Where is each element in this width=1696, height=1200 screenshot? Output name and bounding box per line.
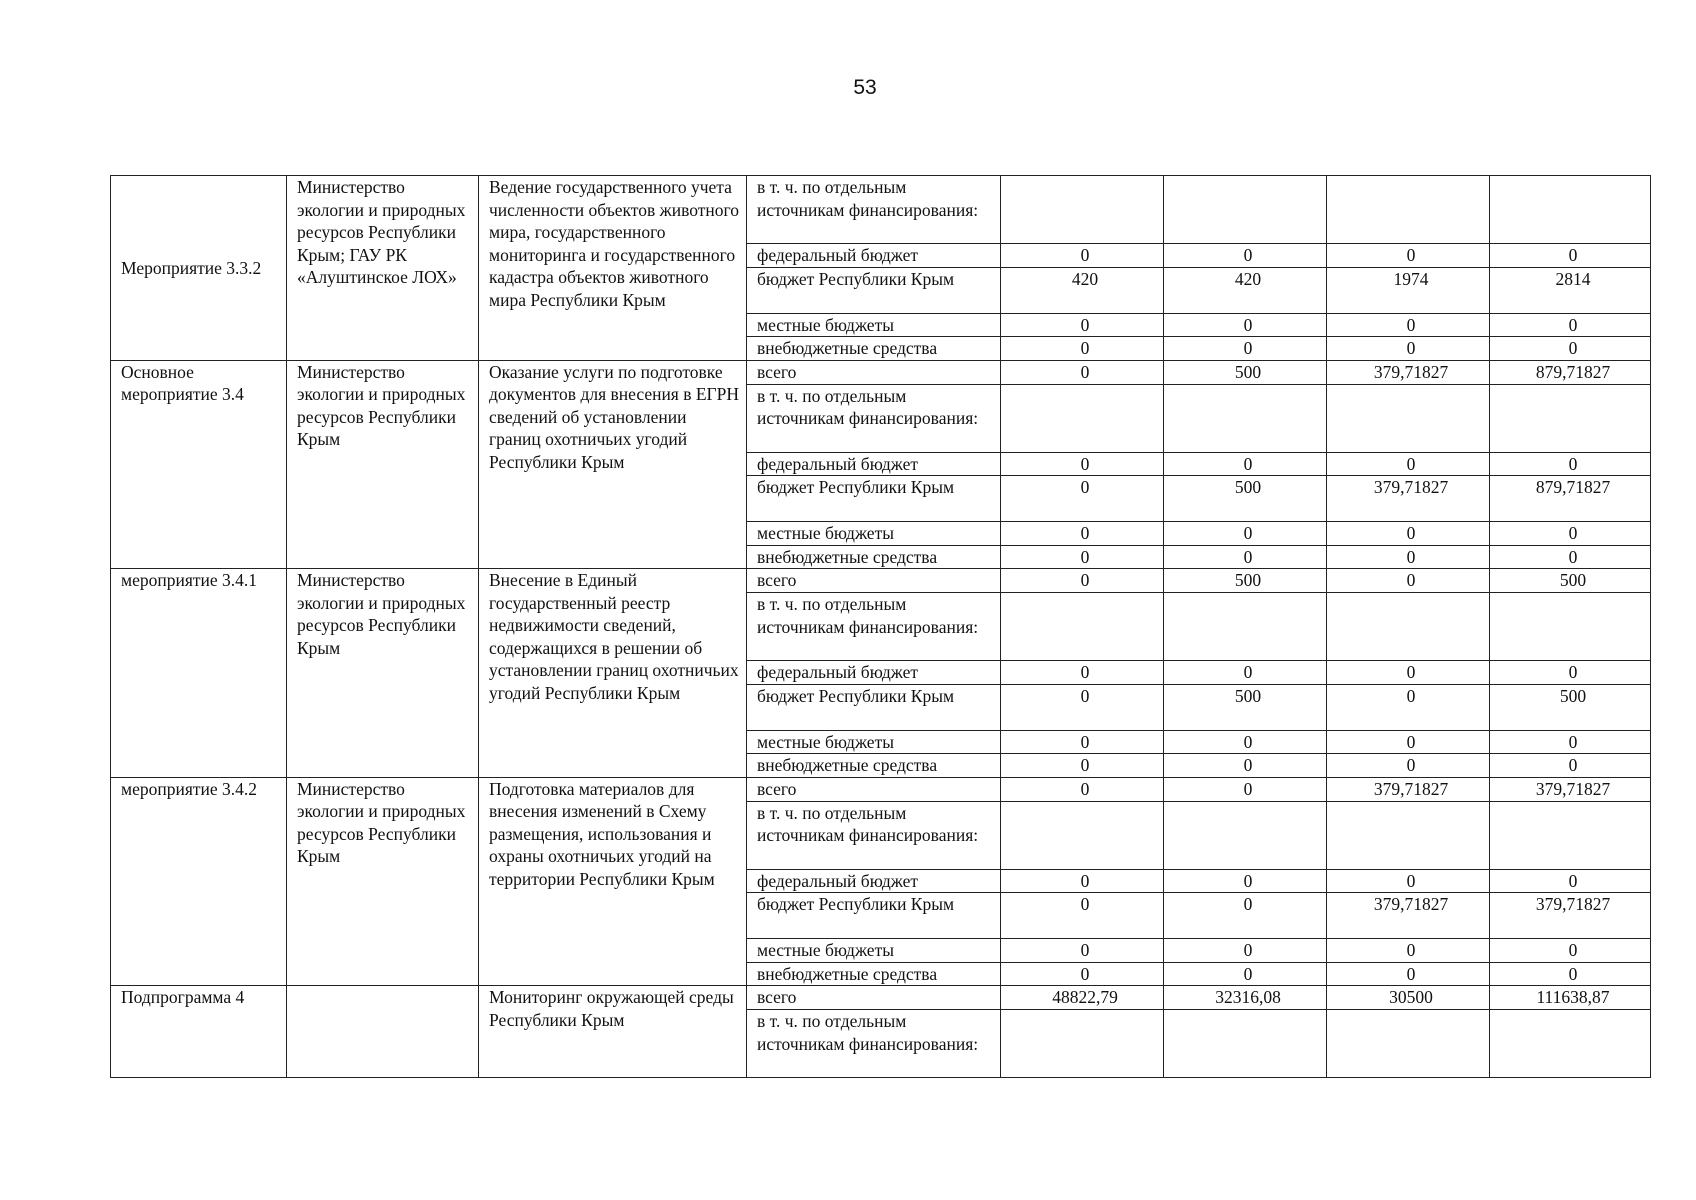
table-row [111,360,1651,384]
amount-cell: 0 [1327,962,1490,986]
amount-cell: 0 [1164,244,1327,268]
funding-source: бюджет Республики Крым [747,893,1001,939]
amount-cell [1327,176,1490,244]
amount-cell [1164,1010,1327,1078]
row-title: Основное мероприятие 3.4 [111,360,287,569]
funding-source: в т. ч. по отдельным источникам финансирования: [747,593,1001,661]
funding-source: всего [747,986,1001,1010]
row-executor: Министерство экологии и природных ресурсов Республики Крым [287,777,479,986]
amount-cell: 500 [1164,360,1327,384]
amount-cell [1164,593,1327,661]
row-description: Ведение государственного учета численности объектов животного мира, государственного мониторинга и государственного кадастра объектов животного мира Республики Крым [479,176,747,361]
amount-cell: 0 [1001,869,1164,893]
amount-cell: 0 [1001,754,1164,778]
page-number: 53 [853,76,877,99]
amount-cell: 879,71827 [1490,476,1651,522]
funding-source: местные бюджеты [747,522,1001,546]
amount-cell: 0 [1001,313,1164,337]
table-row [111,176,1651,244]
amount-cell [1001,593,1164,661]
amount-cell: 379,71827 [1327,476,1490,522]
row-description: Мониторинг окружающей среды Республики Крым [479,986,747,1078]
amount-cell: 0 [1490,545,1651,569]
amount-cell: 0 [1001,939,1164,963]
amount-cell: 2814 [1490,267,1651,313]
row-executor: Министерство экологии и природных ресурсов Республики Крым; ГАУ РК «Алуштинское ЛОХ» [287,176,479,361]
amount-cell: 500 [1164,476,1327,522]
amount-cell [1164,384,1327,452]
row-title: мероприятие 3.4.2 [111,777,287,986]
amount-cell [1001,384,1164,452]
amount-cell: 0 [1490,730,1651,754]
amount-cell: 0 [1001,661,1164,685]
funding-source: в т. ч. по отдельным источникам финансирования: [747,384,1001,452]
amount-cell [1490,384,1651,452]
amount-cell: 0 [1327,661,1490,685]
amount-cell: 0 [1327,244,1490,268]
amount-cell: 379,71827 [1327,360,1490,384]
amount-cell: 0 [1327,313,1490,337]
amount-cell: 0 [1164,754,1327,778]
amount-cell [1164,801,1327,869]
amount-cell: 0 [1001,337,1164,361]
amount-cell: 0 [1327,569,1490,593]
funding-source: внебюджетные средства [747,545,1001,569]
amount-cell: 420 [1001,267,1164,313]
funding-source: федеральный бюджет [747,869,1001,893]
amount-cell: 0 [1001,962,1164,986]
amount-cell [1001,801,1164,869]
row-executor [287,986,479,1078]
funding-source: бюджет Республики Крым [747,684,1001,730]
funding-source: всего [747,569,1001,593]
amount-cell: 0 [1490,939,1651,963]
amount-cell: 111638,87 [1490,986,1651,1010]
row-executor: Министерство экологии и природных ресурсов Республики Крым [287,569,479,778]
amount-cell: 0 [1164,452,1327,476]
amount-cell [1327,593,1490,661]
amount-cell [1001,176,1164,244]
funding-source: всего [747,360,1001,384]
amount-cell [1164,176,1327,244]
amount-cell: 48822,79 [1001,986,1164,1010]
amount-cell: 0 [1490,452,1651,476]
amount-cell: 0 [1327,545,1490,569]
amount-cell: 500 [1164,684,1327,730]
funding-source: всего [747,777,1001,801]
row-description: Подготовка материалов для внесения изменений в Схему размещения, использования и охраны охотничьих угодий на территории Республики Крым [479,777,747,986]
row-description: Внесение в Единый государственный реестр недвижимости сведений, содержащихся в решении об установлении границ охотничьих угодий Республики Крым [479,569,747,778]
funding-source: бюджет Республики Крым [747,267,1001,313]
amount-cell [1490,801,1651,869]
amount-cell: 0 [1327,337,1490,361]
amount-cell: 0 [1164,545,1327,569]
amount-cell: 0 [1001,569,1164,593]
amount-cell: 379,71827 [1327,893,1490,939]
amount-cell: 0 [1327,754,1490,778]
table-row [111,777,1651,801]
amount-cell: 0 [1327,452,1490,476]
funding-source: бюджет Республики Крым [747,476,1001,522]
amount-cell: 0 [1490,244,1651,268]
amount-cell [1490,176,1651,244]
amount-cell: 500 [1490,569,1651,593]
amount-cell: 0 [1164,939,1327,963]
amount-cell: 0 [1001,684,1164,730]
amount-cell: 379,71827 [1327,777,1490,801]
amount-cell: 500 [1164,569,1327,593]
amount-cell [1490,593,1651,661]
amount-cell: 0 [1164,661,1327,685]
row-description: Оказание услуги по подготовке документов для внесения в ЕГРН сведений об установлении границ охотничьих угодий Республики Крым [479,360,747,569]
amount-cell: 0 [1327,939,1490,963]
funding-source: местные бюджеты [747,313,1001,337]
amount-cell: 0 [1164,730,1327,754]
amount-cell: 879,71827 [1490,360,1651,384]
amount-cell: 0 [1001,545,1164,569]
table-row [111,986,1651,1010]
row-title: Мероприятие 3.3.2 [111,176,287,361]
amount-cell: 30500 [1327,986,1490,1010]
amount-cell: 0 [1327,522,1490,546]
budget-table [110,175,1651,1078]
funding-source: местные бюджеты [747,730,1001,754]
amount-cell: 0 [1164,777,1327,801]
funding-source: в т. ч. по отдельным источникам финансирования: [747,801,1001,869]
amount-cell: 0 [1490,661,1651,685]
amount-cell: 0 [1164,962,1327,986]
amount-cell: 0 [1327,869,1490,893]
funding-source: в т. ч. по отдельным источникам финансирования: [747,176,1001,244]
funding-source: внебюджетные средства [747,754,1001,778]
funding-source: федеральный бюджет [747,244,1001,268]
amount-cell: 0 [1490,869,1651,893]
funding-source: внебюджетные средства [747,337,1001,361]
row-executor: Министерство экологии и природных ресурсов Республики Крым [287,360,479,569]
amount-cell: 0 [1001,893,1164,939]
amount-cell: 0 [1164,893,1327,939]
amount-cell: 0 [1164,337,1327,361]
amount-cell: 0 [1164,313,1327,337]
amount-cell: 0 [1490,313,1651,337]
amount-cell: 0 [1490,522,1651,546]
funding-source: федеральный бюджет [747,661,1001,685]
amount-cell: 0 [1164,869,1327,893]
amount-cell: 0 [1327,684,1490,730]
table-body [111,176,1651,1078]
amount-cell: 0 [1001,360,1164,384]
row-title: Подпрограмма 4 [111,986,287,1078]
amount-cell: 1974 [1327,267,1490,313]
funding-source: в т. ч. по отдельным источникам финансирования: [747,1010,1001,1078]
amount-cell: 32316,08 [1164,986,1327,1010]
amount-cell: 379,71827 [1490,893,1651,939]
funding-source: федеральный бюджет [747,452,1001,476]
amount-cell: 0 [1164,522,1327,546]
amount-cell [1327,384,1490,452]
amount-cell: 500 [1490,684,1651,730]
table-row [111,569,1651,593]
amount-cell: 379,71827 [1490,777,1651,801]
funding-source: местные бюджеты [747,939,1001,963]
amount-cell: 0 [1001,730,1164,754]
amount-cell [1327,801,1490,869]
amount-cell [1490,1010,1651,1078]
amount-cell [1327,1010,1490,1078]
amount-cell: 0 [1001,452,1164,476]
amount-cell: 0 [1001,476,1164,522]
amount-cell [1001,1010,1164,1078]
funding-source: внебюджетные средства [747,962,1001,986]
amount-cell: 0 [1001,522,1164,546]
amount-cell: 0 [1001,777,1164,801]
amount-cell: 420 [1164,267,1327,313]
amount-cell: 0 [1490,962,1651,986]
amount-cell: 0 [1327,730,1490,754]
row-title: мероприятие 3.4.1 [111,569,287,778]
amount-cell: 0 [1001,244,1164,268]
amount-cell: 0 [1490,754,1651,778]
amount-cell: 0 [1490,337,1651,361]
